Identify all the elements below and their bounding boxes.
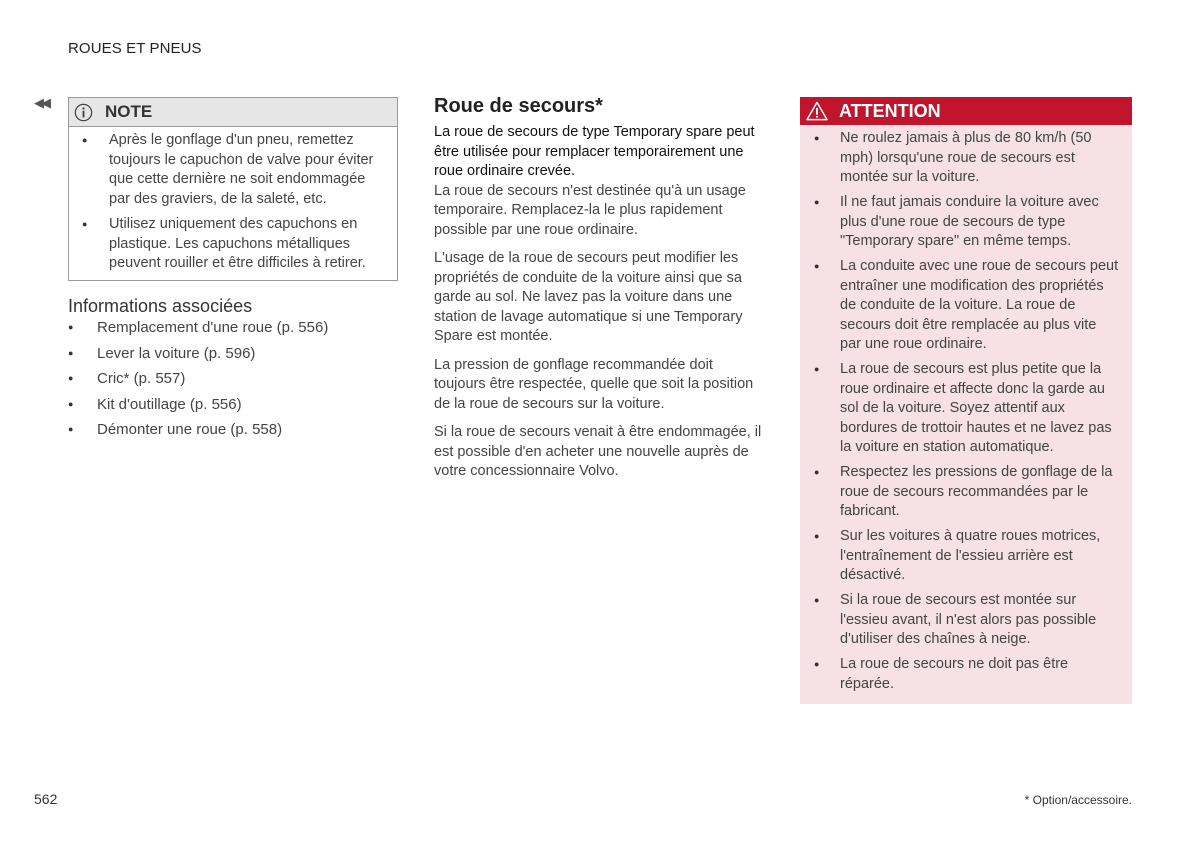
attention-title: ATTENTION [839, 100, 941, 121]
body-paragraph: Si la roue de secours venait à être endommagée, il est possible d'en acheter une nouvelle auprès de votre concessionnaire Volvo. [434, 424, 762, 479]
main-column [434, 94, 768, 491]
page-number: 562 [34, 791, 58, 807]
attention-item: ● La conduite avec une roue de secours peut entraîner une modification des propriétés de conduite de la voiture. La roue de secours doit être remplacée au plus vite par une roue ordinaire. [840, 257, 1120, 355]
related-info-title: Informations associées [68, 296, 253, 316]
body-paragraph: La pression de gonflage recommandée doit toujours être respectée, quelle que soit la position de la roue de secours sur la voiture. [434, 356, 754, 412]
section-title: Roue de secours* [434, 95, 603, 117]
related-link[interactable]: ● Lever la voiture (p. 596) [97, 344, 328, 363]
related-link[interactable]: ● Cric* (p. 557) [97, 369, 328, 388]
attention-item: ● La roue de secours ne doit pas être réparée. [840, 655, 1120, 694]
attention-item: ● Ne roulez jamais à plus de 80 km/h (50 mph) lorsqu'une roue de secours est montée sur la voiture. [840, 129, 1120, 188]
note-header [69, 98, 397, 127]
body-paragraph: La roue de secours n'est destinée qu'à un usage temporaire. Remplacez-la le plus rapidement possible par une roue ordinaire. [434, 182, 746, 238]
attention-item: ● Respectez les pressions de gonflage de la roue de secours recommandées par le fabricant. [840, 463, 1120, 522]
related-info-list [68, 318, 328, 446]
related-link[interactable]: ● Kit d'outillage (p. 556) [97, 395, 328, 414]
attention-list [800, 125, 1132, 694]
attention-item: ● Il ne faut jamais conduire la voiture avec plus d'une roue de secours de type "Temporary spare" en même temps. [840, 193, 1120, 252]
attention-item: ● La roue de secours est plus petite que la roue ordinaire et affecte donc la garde au sol de la voiture. Soyez attentif aux bordures de trottoir hautes et ne lavez pas la voiture en station automatique. [840, 360, 1120, 458]
note-item: ● Après le gonflage d'un pneu, remettez toujours le capuchon de valve pour éviter que cette dernière ne soit endommagée par des graviers, de la saleté, etc. [109, 131, 385, 209]
note-item: ● Utilisez uniquement des capuchons en plastique. Les capuchons métalliques peuvent rouiller et être difficiles à retirer. [109, 215, 385, 274]
related-link[interactable]: ● Remplacement d'une roue (p. 556) [97, 318, 328, 337]
related-link[interactable]: ● Démonter une roue (p. 558) [97, 420, 328, 439]
attention-item: ● Sur les voitures à quatre roues motrices, l'entraînement de l'essieu arrière est désactivé. [840, 527, 1120, 586]
section-header: ROUES ET PNEUS [68, 40, 202, 57]
double-left-arrow-icon[interactable]: ◀◀ [34, 95, 48, 110]
attention-header [800, 97, 1132, 125]
note-box [68, 97, 398, 281]
footnote: * Option/accessoire. [1024, 793, 1132, 807]
warning-icon [806, 101, 828, 121]
lead-paragraph: La roue de secours de type Temporary spare peut être utilisée pour remplacer temporairement une roue ordinaire crevée. [434, 124, 755, 179]
note-title: NOTE [105, 102, 153, 121]
note-list [69, 127, 397, 274]
info-icon [74, 103, 93, 122]
body-paragraph: L'usage de la roue de secours peut modifier les propriétés de conduite de la voiture ainsi que sa garde au sol. Ne lavez pas la voiture dans une station de lavage automatique si une Temporary Spare est montée. [434, 250, 743, 344]
attention-item: ● Si la roue de secours est montée sur l'essieu avant, il n'est alors pas possible d'utiliser des chaînes à neige. [840, 591, 1120, 650]
attention-box [800, 97, 1132, 704]
